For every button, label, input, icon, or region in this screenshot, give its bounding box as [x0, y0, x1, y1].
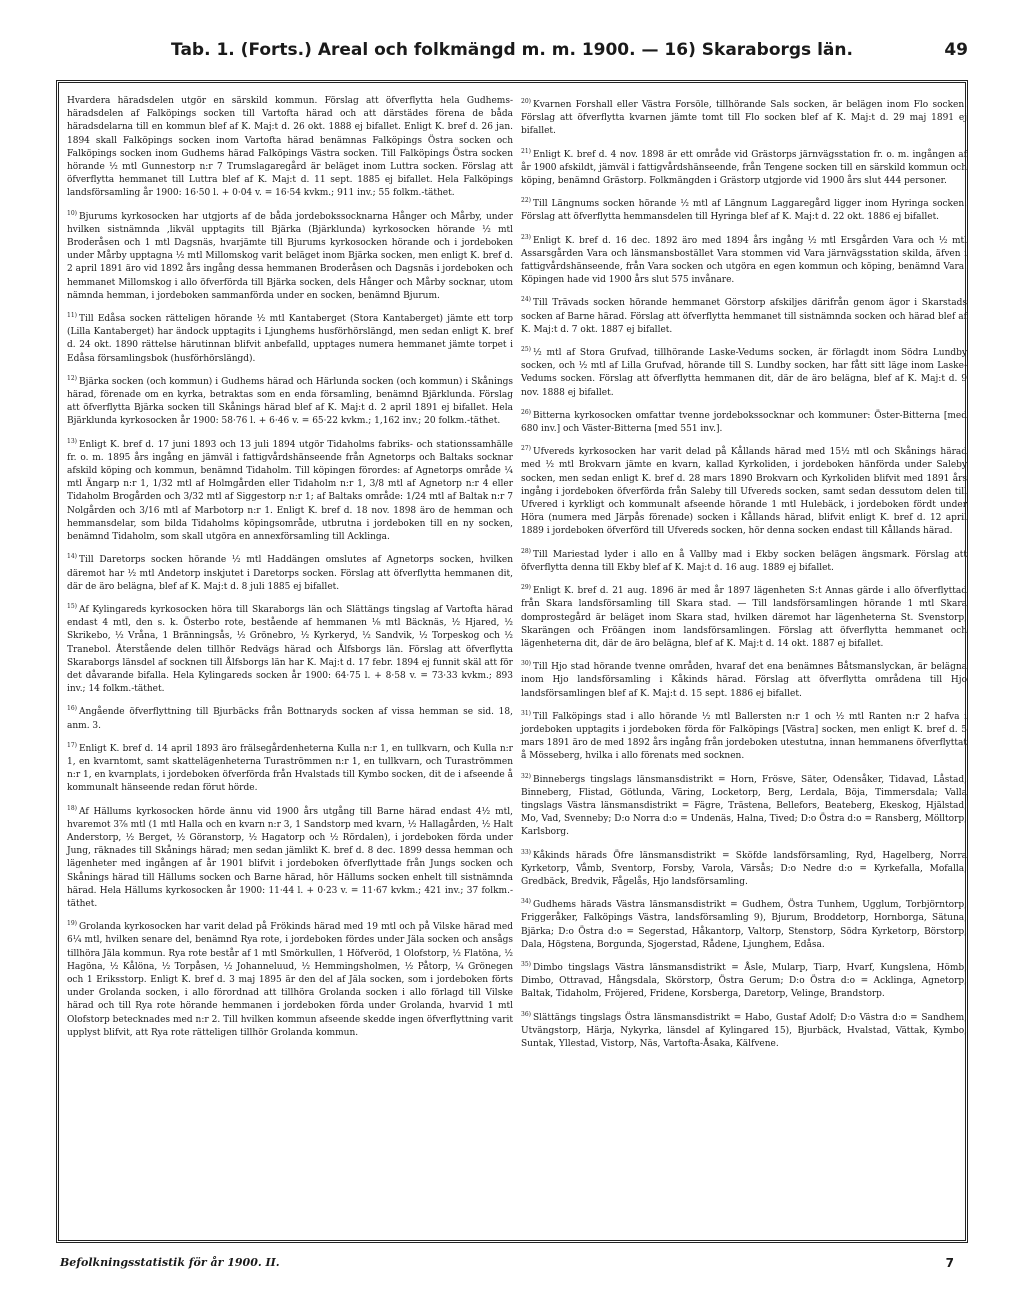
footnote	[521, 293, 967, 337]
footnote-text: Gudhems härads Västra länsmansdistrikt = Gudhem, Östra Tunhem, Ugglum, Torbjörntorp, Friggeråker, Falköpings Västra, landsförsamling 9), Bjurum, Broddetorp, Hornborga, Sätuna, Bjärka; D:o Östra d:o = Segerstad, Håkantorp, Valtorp, Stenstorp, Södra Kyrketorp, Börstorp, Dala, Högstena, Borgunda, Sjogerstad, Rådene, Ljunghem, Edåsa.	[521, 900, 967, 950]
footnote-number: 10)	[67, 209, 77, 217]
footnote-text: Till Daretorps socken hörande ½ mtl Haddängen omslutes af Agnetorps socken, hvilken däremot har ½ mtl Andetorp inskjutet i Daretorps socken. Förslag att öfverflytta hemmanen dit, där de äro belägna, blef af K. Maj:t d. 8 juli 1885 ej bifallet.	[67, 555, 513, 592]
footnote	[67, 207, 513, 303]
footnote	[521, 194, 967, 224]
footnote-text: Till Falköpings stad i allo hörande ½ mtl Ballersten n:r 1 och ½ mtl Ranten n:r 2 hafva i jordeboken upptagits i jordeboken förda för Falköpings [Västra] socken, men enligt K. bref d. 5 mars 1891 äro de med 1892 års ingång från jordeboken utestutna, innan hemmanens öfverflyttat å Mösseberg, hvilka i allo förenats med socknen.	[521, 711, 967, 762]
footnote-number: 33)	[521, 848, 531, 856]
footnote-text: Till Mariestad lyder i allo en å Vallby mad i Ekby socken belägen ängsmark. Förslag att öfverflytta denna till Ekby blef af K. Maj:t d. 16 aug. 1889 ej bifallet.	[521, 549, 967, 573]
footnote-number: 26)	[521, 408, 531, 416]
footnote-number: 21)	[521, 147, 531, 155]
footnote	[521, 442, 967, 538]
footnote-text: Slättängs tingslags Östra länsmansdistrikt = Habo, Gustaf Adolf; D:o Västra d:o = Sandhem, Utvängstorp, Härja, Nykyrka, länsdel af Kylingared 15), Bjurbäck, Hvalstad, Vättak, Kymbo, Suntak, Yllestad, Vistorp, Näs, Vartofta-Åsaka, Kälfvene.	[521, 1012, 967, 1049]
footnote-text: Enligt K. bref d. 21 aug. 1896 är med år 1897 lägenheten S:t Annas gärde i allo öfverflyttad från Skara landsförsamling till Skara stad. — Till landsförsamlingen hörande 1 mtl Skara domprostegård är beläget inom Skara stad, hvilken däremot har lägenheterna St. Svenstorp, Skarängen och Fröängen inom landsförsamlingen. Förslag att öfverflytta hemmanet och lägenheterna dit, där de äro belägna, blef af K. Maj:t d. 14 okt. 1887 ej bifallet.	[521, 586, 967, 649]
footnote-text: Bitterna kyrkosocken omfattar tvenne jordebokssocknar och kommuner: Öster-Bitterna [med 680 inv.] och Väster-Bitterna [med 551 inv.].	[521, 410, 967, 435]
footnote	[521, 343, 967, 400]
footnote	[521, 581, 967, 651]
footnote-number: 24)	[521, 296, 531, 304]
footnote-text: Enligt K. bref d. 14 april 1893 äro frälsegårdenheterna Kulla n:r 1, en tullkvarn, och Kulla n:r 1, en kvarntomt, samt skattelägenheterna Turaströmmen n:r 1, en tullkvarn, och Turaströmmen n:r 1, en kvarnplats, i jordeboken öfverförda från Hvalstads till Kymbo socken, dit de i afseende å kommunalt hänseende redan förut hörde.	[67, 743, 513, 794]
footnote-number: 29)	[521, 584, 531, 592]
footnote-text: Enligt K. bref d. 17 juni 1893 och 13 juli 1894 utgör Tidaholms fabriks- och stationssamhälle fr. o. m. 1895 års ingång en jämväl i fattigvårdshänseende från Agnetorps och Baltaks socknar afskild köping och kommun, benämnd Tidaholm. Till köpingen förordes: af Agnetorps område ¼ mtl Ängarp n:r 1, 1/32 mtl af Holmgården eller Tidaholm n:r 1, 3/8 mtl af Agnetorp n:r 4 eller Tidaholm Brogården och 3/32 mtl af Siggestorp n:r 1; af Baltaks område: 1/24 mtl af Baltak n:r 7 Nolgården och 3/16 mtl af Marbotorp n:r 1. Enligt K. bref d. 18 nov. 1898 äro de hemman och hemmansdelar, som bilda Tidaholms köpingsområde, utbrutna i jordeboken till en ny socken, benämnd Tidaholm, som skall utgöra en annexförsamling till Acklinga.	[67, 439, 513, 543]
footnote-text: Ufvereds kyrkosocken har varit delad på Kållands härad med 15½ mtl och Skånings härad med ½ mtl Brokvarn jämte en kvarn, kallad Kyrkoliden, i jordeboken hänförda under Saleby socken, men sedan enligt K. bref d. 28 mars 1890 Brokvarn och Kyrkoliden blifvit med 1891 års ingång i jordeboken öfverförda från Saleby till Ufvereds socken, samt sedan dessutom delen till Ufvered i kyrkligt och kommunalt afseende hörande 1 mtl Hulebäck, i jordeboken fördt under Höra (numera med Järpås förenade) socken i Kållands härad, blifvit enligt K. bref d. 12 april 1889 i jordeboken öfverförd till Ufvereds socken, hör denna socken endast till Kållands härad.	[521, 447, 967, 537]
right-column	[521, 95, 967, 1057]
footnote	[67, 435, 513, 545]
footnote	[67, 95, 513, 201]
footnote-text: Hvardera häradsdelen utgör en särskild kommun. Förslag att öfverflytta hela Gudhems-häradsdelen af Falköpings socken till Vartofta härad och att därstädes förena de båda häradsdelarna till en kommun blef af K. Maj:t d. 26 okt. 1888 ej bifallet. Enligt K. bref d. 26 jan. 1894 skall Falköpings socken inom Vartofta härad benämnas Falköpings Östra socken och Falköpings socken inom Gudhems härad Falköpings Västra socken. Till Falköpings Östra socken hörande ½ mtl Gunnestorp n:r 7 Trumslagaregård är beläget inom Luttra socken. Förslag att öfverflytta hemmanet till Luttra blef af K. Maj:t d. 11 sept. 1885 ej bifallet. Hela Falköpings landsförsamling år 1900: 16·50 l. + 0·04 v. = 16·54 kvkm.; 911 inv.; 55 folkm.-täthet.	[67, 96, 513, 199]
left-column	[67, 95, 513, 1046]
footnote	[521, 95, 967, 139]
page-header	[56, 40, 968, 68]
footnote-text: Till Trävads socken hörande hemmanet Görstorp afskiljes därifrån genom ägor i Skarstads socken af Barne härad. Förslag att öfverflytta hemmanet till sistnämnda socken och härad blef af K. Maj:t d. 7 okt. 1887 ej bifallet.	[521, 298, 967, 335]
footnote-text: Bjärka socken (och kommun) i Gudhems härad och Härlunda socken (och kommun) i Skånings härad, förenade om en kyrka, betraktas som en enda församling, benämnd Bjärklunda. Förslag att öfverflytta Bjärka socken till Skånings härad blef af K. Maj:t d. 2 april 1891 ej bifallet. Hela Bjärklunda kyrkosocken år 1900: 58·76 l. + 6·46 v. = 65·22 kvkm.; 1,162 inv.; 20 folkm.-täthet.	[67, 376, 513, 427]
footnote-text: Till Längnums socken hörande ½ mtl af Längnum Laggaregård ligger inom Hyringa socken. Förslag att öfverflytta hemmansdelen till Hyringa blef af K. Maj:t d. 22 okt. 1886 ej bifallet.	[521, 199, 967, 223]
footnote	[67, 739, 513, 796]
footnote-text: Angående öfverflyttning till Bjurbäcks från Bottnaryds socken af vissa hemman se sid. 18, anm. 3.	[67, 707, 513, 731]
page-number: 49	[944, 40, 968, 60]
footer-source: Befolkningsstatistik för år 1900. II.	[60, 1256, 280, 1269]
footnote-number: 18)	[67, 804, 77, 812]
footnote-text: Af Kylingareds kyrkosocken höra till Skaraborgs län och Slättängs tingslag af Vartofta härad endast 4 mtl, den s. k. Österbo rote, bestående af hemmanen ⅛ mtl Bäcknäs, ½ Hjared, ½ Skrikebo, ½ Vråna, 1 Bränningsås, ½ Grönebro, ½ Kyrkeryd, ½ Sandvik, ½ Torpeskog och ½ Tranebol. Återstående delen tillhör Redvägs härad och Ålfsborgs län. Förslag att öfverflytta Skaraborgs länsdel af socknen till Ålfsborgs län har K. Maj:t d. 17 febr. 1894 ej funnit skäl att för det dåvarande bifalla. Hela Kylingareds socken år 1900: 64·75 l. + 8·58 v. = 73·33 kvkm.; 893 inv.; 14 folkm.-täthet.	[67, 604, 513, 695]
footnote-text: Till Hjo stad hörande tvenne områden, hvaraf det ena benämnes Båtsmanslyckan, är belägna inom Hjo landsförsamling i Kåkinds härad. Förslag att öfverflytta områdena till Hjo landsförsamlingen blef af K. Maj:t d. 15 sept. 1886 ej bifallet.	[521, 662, 967, 699]
footnote	[521, 895, 967, 952]
footnote-number: 35)	[521, 960, 531, 968]
footnote-number: 25)	[521, 346, 531, 354]
footnote-text: Kvarnen Forshall eller Västra Forsöle, tillhörande Sals socken, är belägen inom Flo socken. Förslag att öfverflytta kvarnen jämte tomt till Flo socken blef af K. Maj:t d. 29 maj 1891 ej bifallet.	[521, 100, 967, 137]
footnote-text: Till Edåsa socken rätteligen hörande ½ mtl Kantaberget (Stora Kantaberget) jämte ett torp (Lilla Kantaberget) har ändock upptagits i Ljunghems husförhörslängd, men sedan enligt K. bref d. 24 okt. 1890 rättelse härutinnan blifvit anbefalld, upptages numera hemmanet jämte torpet i Edåsa församlingsbok (husförhörslängd).	[67, 314, 513, 364]
footnote-number: 17)	[67, 741, 77, 749]
footnote-number: 15)	[67, 602, 77, 610]
footnote-text: Bjurums kyrkosocken har utgjorts af de båda jordebokssocknarna Hånger och Mårby, under hvilken sistnämnda ,likväl upptagits till Bjärka (Bjärklunda) kyrkosocken hörande ½ mtl Broderåsen och 1 mtl Dagsnäs, hvarjämte till Bjurums kyrkosocken hörande och i jordeboken under Mårby upptagna ½ mtl Millomskog varit beläget inom Bjärka socken, men enligt K. bref d. 2 april 1891 äro vid 1892 års ingång dessa hemmanen Broderåsen och Dagsnäs i jordeboken och hemmanet Millomskog i allo öfverförda till Bjärka socken, dels Hånger och Mårby socknar, utom nämnda hemman, i jordeboken sammanförda under en socken, benämnd Bjurum.	[67, 211, 513, 301]
footnote-number: 30)	[521, 660, 531, 668]
footnote	[67, 702, 513, 732]
footnote-number: 14)	[67, 553, 77, 561]
footnote	[521, 406, 967, 436]
footnote-number: 28)	[521, 547, 531, 555]
page-title: Tab. 1. (Forts.) Areal och folkmängd m. m. 1900. — 16) Skaraborgs län.	[171, 40, 853, 60]
footnote-number: 31)	[521, 709, 531, 717]
footnote	[521, 846, 967, 890]
footnote	[521, 958, 967, 1002]
footnote	[521, 545, 967, 575]
footnote	[67, 309, 513, 366]
footnote	[67, 600, 513, 696]
footnote	[521, 1008, 967, 1052]
footnote-number: 22)	[521, 197, 531, 205]
footnote-text: Dimbo tingslags Västra länsmansdistrikt = Åsle, Mularp, Tiarp, Hvarf, Kungslena, Hömb, Dimbo, Ottravad, Hångsdala, Skörstorp, Östra Gerum; D:o Östra d:o = Acklinga, Agnetorp, Baltak, Tidaholm, Fröjered, Fridene, Korsberga, Daretorp, Velinge, Brandstorp.	[521, 962, 967, 1000]
footnote	[67, 917, 513, 1040]
footnote	[67, 550, 513, 594]
footnote-number: 27)	[521, 445, 531, 453]
footnote-text: Kåkinds härads Öfre länsmansdistrikt = Sköfde landsförsamling, Ryd, Hagelberg, Norra Kyrketorp, Våmb, Sventorp, Forsby, Varola, Värsås; D:o Nedre d:o = Kyrkefalla, Mofalla, Gredbäck, Bredvik, Fågelås, Hjo landsförsamling.	[521, 850, 967, 887]
footnote	[521, 770, 967, 840]
footnote	[521, 231, 967, 288]
footnote-number: 13)	[67, 437, 77, 445]
footnote-number: 16)	[67, 705, 77, 713]
footnote	[67, 372, 513, 429]
footnote-text: Enligt K. bref d. 16 dec. 1892 äro med 1894 års ingång ½ mtl Ersgården Vara och ½ mtl Assarsgården Vara och länsmansbostället Vara stommen vid Vara järnvägsstation skilda, äfven i fattigvårdshänseende, från Vara socken och utgöra en egen kommun och köping, benämnd Vara. Köpingen hade vid 1900 års slut 575 invånare.	[521, 235, 967, 286]
footnote-number: 12)	[67, 374, 77, 382]
footer-number: 7	[945, 1256, 954, 1270]
footnote-number: 23)	[521, 233, 531, 241]
footnote	[521, 145, 967, 189]
footnote-text: Grolanda kyrkosocken har varit delad på Frökinds härad med 19 mtl och på Vilske härad med 6¼ mtl, hvilken senare del, benämnd Rya rote, i jordeboken fördes under Jäla socken och ansågs tillhöra Jäla kommun. Rya rote består af 1 mtl Smörkullen, 1 Höfveröd, 1 Olofstorp, ½ Flatöna, ½ Hagöna, ½ Kålöna, ½ Torpåsen, ½ Johanneluud, ½ Hemmingsholmen, ½ Påtorp, ¼ Grönegen och 1 Eriksstorp. Enligt K. bref d. 3 maj 1895 är den del af Jäla socken, som i jordeboken förts under Grolanda socken, i allo förordnad att tillhöra Grolanda socken i allo förlagd till Vilske härad och till Rya rote hörande hemmanen i jordeboken förda under Grolanda, hvarvid 1 mtl Olofstorp betecknades med n:r 2. Till hvilken kommun afseende skedde ingen öfverflyttning varit upplyst blifvit, att Rya rote rätteligen tillhör Grolanda kommun.	[67, 922, 513, 1038]
footnote	[67, 802, 513, 912]
content-frame	[56, 80, 968, 1243]
footnote-text: Enligt K. bref d. 4 nov. 1898 är ett område vid Grästorps järnvägsstation fr. o. m. ingången af år 1900 afskildt, jämväl i fattigvårdshänseende, från Tengene socken till en särskild kommun och köping, benämnd Grästorp. Folkmängden i Grästorp utgjorde vid 1900 års slut 444 personer.	[521, 149, 967, 187]
footnote-number: 19)	[67, 920, 77, 928]
footnote-number: 20)	[521, 98, 531, 105]
footnote-text: Binnebergs tingslags länsmansdistrikt = Horn, Frösve, Säter, Odensåker, Tidavad, Låstad, Binneberg, Flistad, Götlunda, Väring, Locketorp, Berg, Lerdala, Böja, Timmersdala; Valla tingslags Västra länsmansdistrikt = Fägre, Trästena, Bellefors, Beateberg, Ekeskog, Hjälstad, Mo, Vad, Svenneby; D:o Norra d:o = Undenäs, Halna, Tived; D:o Östra d:o = Ransberg, Mölltorp, Karlsborg.	[521, 774, 967, 838]
footnote-text: ½ mtl af Stora Grufvad, tillhörande Laske-Vedums socken, är förlagdt inom Södra Lundby socken, och ½ mtl af Lilla Grufvad, hörande till S. Lundby socken, har fått sitt läge inom Laske-Vedums socken. Förslag att öfverflytta hemmanen dit, där de äro belägna, blef af K. Maj:t d. 9 nov. 1888 ej bifallet.	[521, 348, 967, 398]
footnote-number: 11)	[67, 312, 77, 320]
footnote-text: Af Hällums kyrkosocken hörde ännu vid 1900 års utgång till Barne härad endast 4½ mtl, hvaremot 3⅞ mtl (1 mtl Halla och en kvarn n:r 3, 1 Sandstorp med kvarn, ½ Hallagården, ½ Halt Anderstorp, ½ Berget, ½ Göranstorp, ½ Hagatorp och ½ Rördalen), i jordeboken förda under Jung, räknades till Skånings härad; men sedan jämlikt K. bref d. 8 dec. 1899 dessa hemman och lägenheter med ingången af år 1901 blifvit i jordeboken öfverflyttade från Jungs socken och Skånings härad till Hällums socken och Barne härad, hör Hällums socken enhelt till sistnämnda härad. Hela Hällums kyrkosocken år 1900: 11·44 l. + 0·23 v. = 11·67 kvkm.; 421 inv.; 37 folkm.-täthet.	[67, 806, 513, 909]
footnote	[521, 707, 967, 764]
footnote	[521, 657, 967, 701]
footnote-number: 32)	[521, 772, 531, 780]
footnote-number: 36)	[521, 1010, 531, 1018]
footnote-number: 34)	[521, 898, 531, 906]
